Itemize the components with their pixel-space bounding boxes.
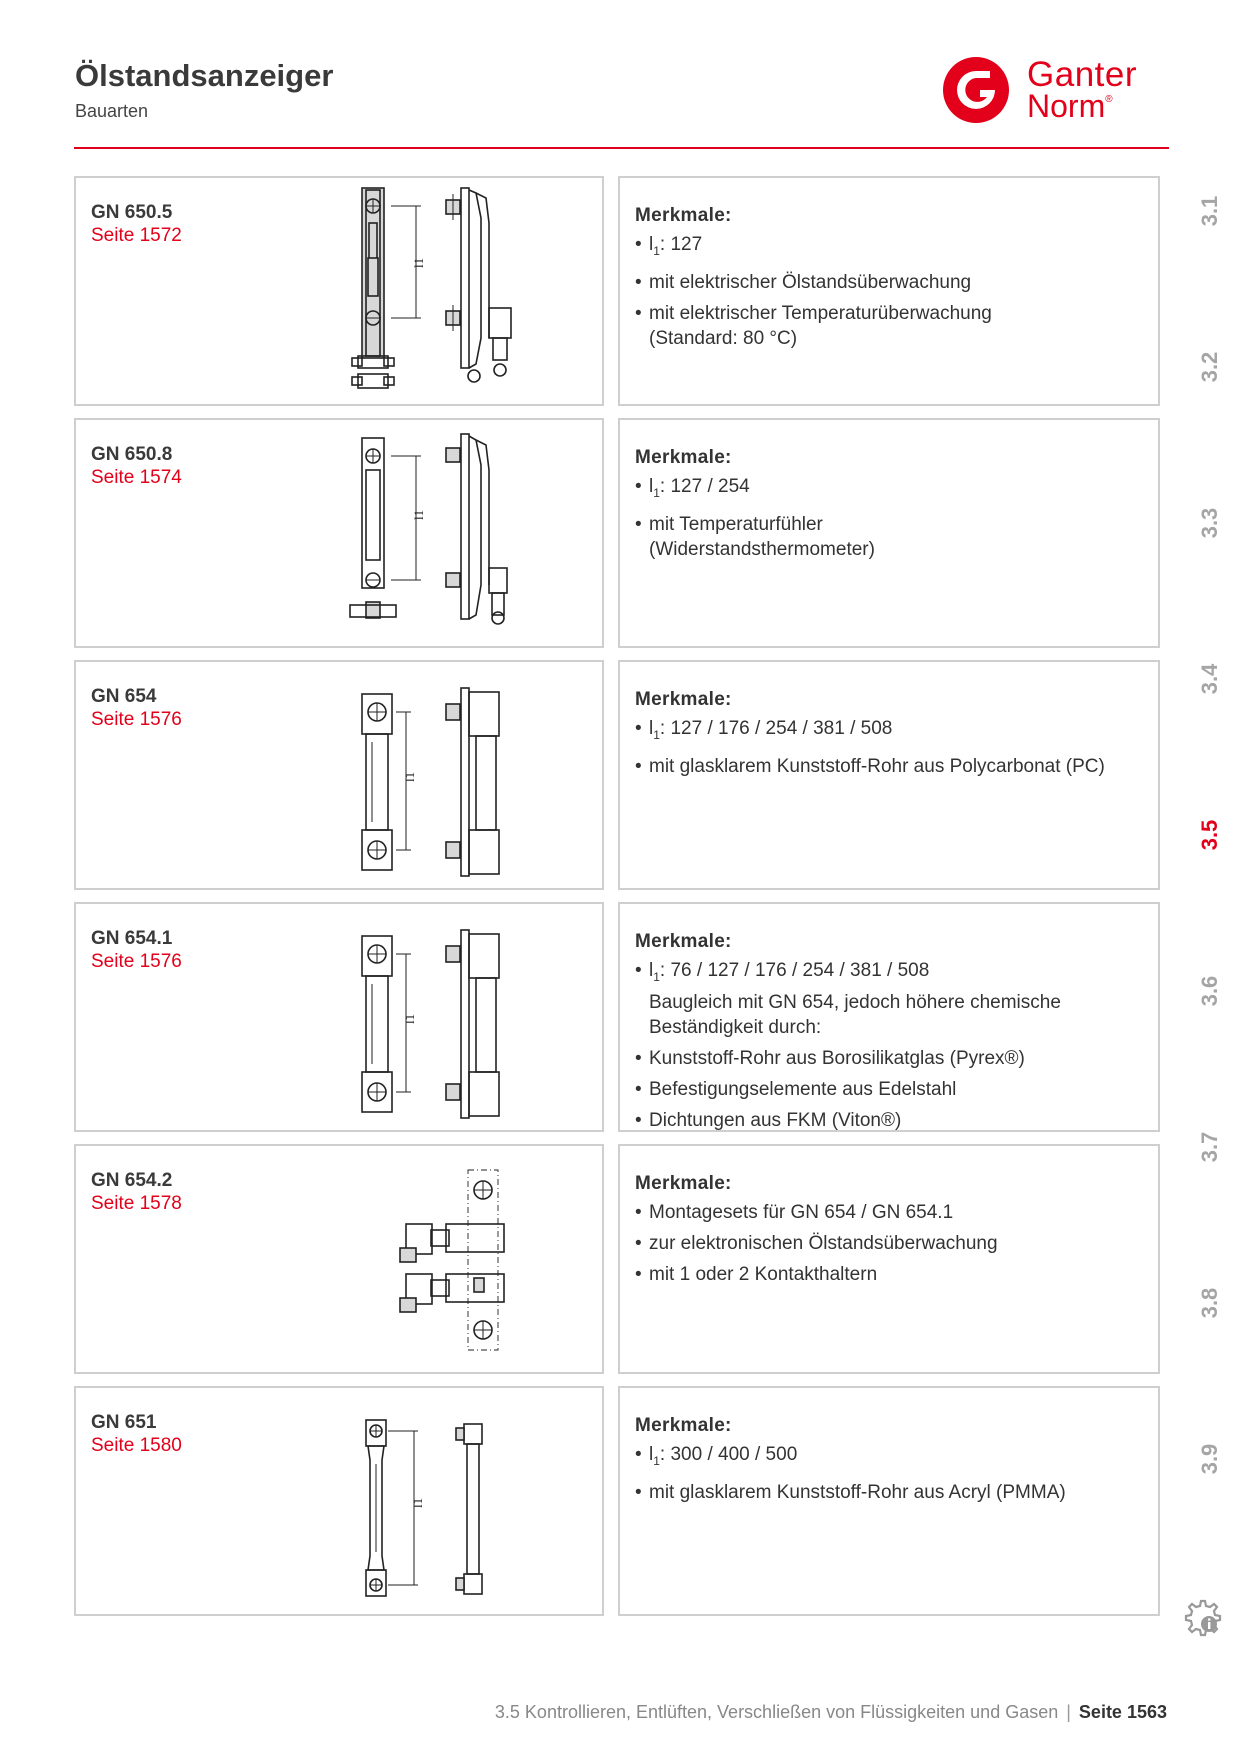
logo-text-ganter: Ganter: [1027, 55, 1137, 94]
features-title: Merkmale:: [635, 447, 732, 468]
chapter-tab-3-1[interactable]: 3.1: [1197, 195, 1222, 227]
features-title: Merkmale:: [635, 205, 732, 226]
chapter-tab-3-7[interactable]: 3.7: [1197, 1131, 1222, 1163]
l1-dimension-label: l1: [411, 509, 426, 520]
l1-dimension-label: l1: [410, 1497, 425, 1508]
page-subtitle: Bauarten: [75, 101, 149, 121]
l1-dimension-label: l1: [402, 771, 417, 782]
feature-item: • $l_1$: 300 / 400 / 500: [635, 1442, 1148, 1474]
feature-item: • Befestigungselemente aus Edelstahl: [635, 1077, 1148, 1102]
features-list: [635, 1442, 1148, 1511]
features-list: [635, 716, 1148, 785]
features-card-gn-650-5: [618, 176, 1160, 406]
feature-item: • mit elektrischer Ölstandsüberwachung: [635, 270, 1148, 295]
gn-654-1-drawing: [306, 904, 536, 1130]
product-name: GN 654.2: [91, 1170, 173, 1191]
features-list: [635, 474, 1148, 568]
ganter-norm-logo: [940, 55, 1170, 125]
gear-info-icon[interactable]: [1183, 1597, 1223, 1637]
gn-654-drawing: [306, 662, 536, 888]
product-name: GN 654.1: [91, 928, 173, 949]
ganter-logo-mark-icon: [940, 55, 1020, 125]
feature-item: • Kunststoff-Rohr aus Borosilikatglas (Pyrex®): [635, 1046, 1148, 1071]
product-page-link[interactable]: Seite 1574: [91, 467, 182, 488]
features-list: [635, 232, 1148, 357]
gn-650-8-drawing: [306, 420, 536, 646]
feature-item: • $l_1$: 76 / 127 / 176 / 254 / 381 / 508 Baugleich mit GN 654, jedoch höhere chemische Beständigkeit durch:: [635, 958, 1148, 1040]
footer-section: 3.5 Kontrollieren, Entlüften, Verschließen von Flüssigkeiten und Gasen: [494, 1702, 1059, 1722]
product-page-link[interactable]: Seite 1576: [91, 709, 182, 730]
product-page-link[interactable]: Seite 1580: [91, 1435, 182, 1456]
features-card-gn-651: [618, 1386, 1160, 1616]
feature-item: • $l_1$: 127 / 254: [635, 474, 1148, 506]
feature-item: • mit glasklarem Kunststoff-Rohr aus Polycarbonat (PC): [635, 754, 1148, 779]
feature-item: • Dichtungen aus FKM (Viton®): [635, 1108, 1148, 1133]
product-card-gn-651: [74, 1386, 604, 1616]
features-title: Merkmale:: [635, 931, 732, 952]
features-card-gn-654-2: [618, 1144, 1160, 1374]
product-page-link[interactable]: Seite 1572: [91, 225, 182, 246]
feature-item: • mit 1 oder 2 Kontakthaltern: [635, 1262, 1148, 1287]
page-footer: [495, 1702, 1167, 1723]
features-card-gn-654: [618, 660, 1160, 890]
logo-text-norm: Norm®: [1027, 88, 1113, 124]
chapter-tab-3-6[interactable]: 3.6: [1197, 975, 1222, 1007]
features-list: [635, 958, 1148, 1139]
features-list: [635, 1200, 1148, 1293]
product-page-link[interactable]: Seite 1578: [91, 1193, 182, 1214]
l1-dimension-label: l1: [402, 1013, 417, 1024]
feature-item: • mit elektrischer Temperaturüberwachung (Standard: 80 °C): [635, 301, 1148, 351]
feature-item: • Montagesets für GN 654 / GN 654.1: [635, 1200, 1148, 1225]
gn-651-drawing: [306, 1388, 536, 1614]
feature-item: • zur elektronischen Ölstandsüberwachung: [635, 1231, 1148, 1256]
feature-item: • $l_1$: 127: [635, 232, 1148, 264]
product-name: GN 650.8: [91, 444, 173, 465]
footer-page-number: Seite 1563: [1078, 1702, 1167, 1722]
gn-654-2-drawing: [306, 1146, 536, 1372]
gn-650-5-drawing: [306, 178, 536, 404]
product-card-gn-650-8: [74, 418, 604, 648]
feature-item: • $l_1$: 127 / 176 / 254 / 381 / 508: [635, 716, 1148, 748]
features-card-gn-654-1: [618, 902, 1160, 1132]
chapter-tab-3-5[interactable]: 3.5: [1197, 819, 1222, 851]
product-name: GN 651: [91, 1412, 157, 1433]
footer-separator: |: [1066, 1702, 1071, 1722]
chapter-tab-3-8[interactable]: 3.8: [1197, 1287, 1222, 1319]
product-card-gn-654-1: [74, 902, 604, 1132]
product-page-link[interactable]: Seite 1576: [91, 951, 182, 972]
feature-item: • mit Temperaturfühler (Widerstandsthermometer): [635, 512, 1148, 562]
page-title: Ölstandsanzeiger: [75, 58, 334, 93]
product-card-gn-654: [74, 660, 604, 890]
product-card-gn-654-2: [74, 1144, 604, 1374]
chapter-tab-3-2[interactable]: 3.2: [1197, 351, 1222, 383]
feature-item: • mit glasklarem Kunststoff-Rohr aus Acryl (PMMA): [635, 1480, 1148, 1505]
features-card-gn-650-8: [618, 418, 1160, 648]
features-title: Merkmale:: [635, 689, 732, 710]
header-divider: [74, 147, 1169, 149]
chapter-tab-3-4[interactable]: 3.4: [1197, 663, 1222, 695]
product-card-gn-650-5: [74, 176, 604, 406]
product-name: GN 654: [91, 686, 157, 707]
l1-dimension-label: l1: [411, 257, 426, 268]
features-title: Merkmale:: [635, 1173, 732, 1194]
chapter-tab-3-3[interactable]: 3.3: [1197, 507, 1222, 539]
chapter-tab-3-9[interactable]: 3.9: [1197, 1443, 1222, 1475]
features-title: Merkmale:: [635, 1415, 732, 1436]
product-name: GN 650.5: [91, 202, 173, 223]
